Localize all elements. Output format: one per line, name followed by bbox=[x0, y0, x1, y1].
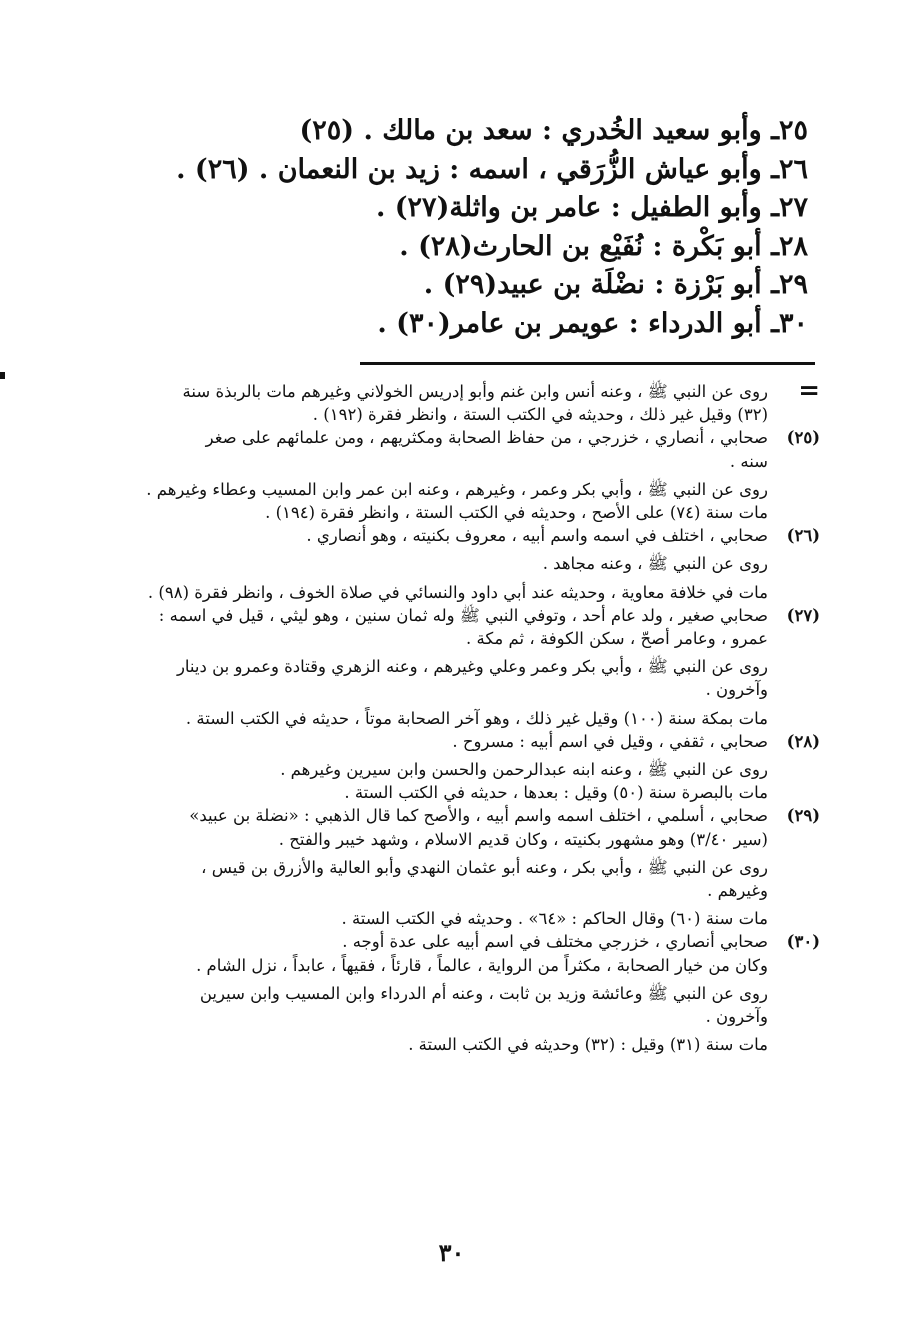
footnote-29 bbox=[92, 804, 820, 930]
footnote-line: (٣٢) وقيل غير ذلك ، وحديثه في الكتب الستة ، وانظر فقرة (١٩٢) . bbox=[312, 405, 768, 425]
footnote-line: روى عن النبي ﷺ ، وعنه ابنه عبدالرحمن والحسن وابن سيرين وغيرهم . bbox=[280, 760, 768, 780]
footnote-body bbox=[92, 804, 768, 930]
footnote-number: (٢٦) bbox=[786, 526, 820, 546]
margin-mark bbox=[0, 372, 5, 379]
main-entry-29: ٢٩ـ أبو بَرْزة : نضْلَة بن عبيد(٢٩) . bbox=[423, 269, 808, 300]
footnote-line: مات في خلافة معاوية ، وحديثه عند أبي داود والنسائي في صلاة الخوف ، وانظر فقرة (٩٨) . bbox=[147, 582, 768, 602]
footnote-line: مات بمكة سنة (١٠٠) وقيل غير ذلك ، وهو آخر الصحابة موتاً ، حديثه في الكتب الستة . bbox=[185, 708, 768, 728]
main-entry-28: ٢٨ـ أبو بَكْرة : نُفَيْع بن الحارث(٢٨) . bbox=[399, 230, 808, 262]
footnote-continuation bbox=[92, 376, 820, 426]
footnote-line: صحابي ، أنصاري ، خزرجي ، من حفاظ الصحابة ومكثريهم ، ومن علمائهم على صغر bbox=[205, 428, 768, 448]
footnote-line: (سير ٣/٤٠) وهو مشهور بكنيته ، وكان قديم الاسلام ، وشهد خيبر والفتح . bbox=[278, 829, 768, 849]
footnote-line: روى عن النبي ﷺ ، وأبي بكر وعمر وعلي وغيرهم ، وعنه الزهري وقتادة وعمرو بن دينار bbox=[176, 657, 768, 677]
footnote-number: (٢٩) bbox=[786, 806, 820, 826]
footnote-number: (٣٠) bbox=[786, 932, 820, 952]
footnote-25 bbox=[92, 426, 820, 524]
footnote-line: مات سنة (٣١) وقيل : (٣٢) وحديثه في الكتب الستة . bbox=[408, 1035, 768, 1055]
footnote-line: روى عن النبي ﷺ ، وعنه مجاهد . bbox=[542, 554, 768, 574]
footnote-line: مات سنة (٦٠) وقال الحاكم : «٦٤» . وحديثه في الكتب الستة . bbox=[341, 909, 768, 929]
footnote-body bbox=[92, 930, 768, 1056]
main-entry-27: ٢٧ـ وأبو الطفيل : عامر بن واثلة(٢٧) . bbox=[375, 192, 808, 223]
footnote-line: روى عن النبي ﷺ ، وعنه أنس وابن غنم وأبو إدريس الخولاني وغيرهم مات بالربذة سنة bbox=[182, 382, 768, 401]
footnote-line: صحابي ، اختلف في اسمه واسم أبيه ، معروف بكنيته ، وهو أنصاري . bbox=[306, 526, 768, 546]
footnote-27 bbox=[92, 604, 820, 730]
footnote-26 bbox=[92, 524, 820, 604]
footnotes-section bbox=[92, 376, 820, 1056]
continuation-mark: = bbox=[798, 376, 820, 406]
footnote-line: روى عن النبي ﷺ وعائشة وزيد بن ثابت ، وعنه أم الدرداء وابن المسيب وابن سيرين bbox=[199, 983, 768, 1003]
footnote-line: مات بالبصرة سنة (٥٠) وقيل : بعدها ، حديثه في الكتب الستة . bbox=[344, 783, 768, 803]
footnote-line: سنه . bbox=[729, 451, 768, 471]
footnote-line: وآخرون . bbox=[705, 680, 768, 700]
page-number: ٣٠ bbox=[438, 1238, 465, 1267]
footnote-line: روى عن النبي ﷺ ، وأبي بكر ، وعنه أبو عثمان النهدي وأبو العالية والأزرق بن قيس ، bbox=[201, 857, 768, 877]
footnote-28 bbox=[92, 730, 820, 805]
footnote-line: صحابي صغير ، ولد عام أحد ، وتوفي النبي ﷺ وله ثمان سنين ، وهو ليثي ، قيل في اسمه : bbox=[158, 605, 768, 625]
footnote-body bbox=[92, 380, 768, 426]
main-entries-list bbox=[176, 112, 808, 343]
main-entry-26: ٢٦ـ وأبو عياش الزُّرَقي ، اسمه : زيد بن النعمان . (٢٦) . bbox=[176, 153, 808, 185]
footnote-line: وكان من خيار الصحابة ، مكثراً من الرواية ، عالماً ، قارئاً ، فقيهاً ، عابداً ، نزل الشام . bbox=[196, 955, 768, 975]
footnote-number: (٢٧) bbox=[786, 605, 820, 625]
footnote-body bbox=[92, 426, 768, 524]
footnote-divider bbox=[360, 362, 815, 365]
footnote-body bbox=[92, 604, 768, 730]
footnote-number: (٢٥) bbox=[786, 428, 820, 448]
main-entry-30: ٣٠ـ أبو الدرداء : عويمر بن عامر(٣٠) . bbox=[377, 307, 808, 339]
footnote-30 bbox=[92, 930, 820, 1056]
footnote-line: عمرو ، وعامر أصحّ ، سكن الكوفة ، ثم مكة . bbox=[465, 629, 768, 649]
footnote-line: وآخرون . bbox=[705, 1007, 768, 1027]
footnote-line: صحابي أنصاري ، خزرجي مختلف في اسم أبيه على عدة أوجه . bbox=[342, 932, 768, 952]
main-entry-25: ٢٥ـ وأبو سعيد الخُدري : سعد بن مالك . (٢٥) bbox=[299, 115, 808, 146]
footnote-line: روى عن النبي ﷺ ، وأبي بكر وعمر ، وغيرهم ، وعنه ابن عمر وابن المسيب وعطاء وغيرهم . bbox=[146, 479, 768, 499]
footnote-line: مات سنة (٧٤) على الأصح ، وحديثه في الكتب الستة ، وانظر فقرة (١٩٤) . bbox=[265, 503, 768, 523]
footnote-line: وغيرهم . bbox=[707, 881, 768, 901]
footnote-body bbox=[92, 730, 768, 805]
footnote-line: صحابي ، ثقفي ، وقيل في اسم أبيه : مسروح . bbox=[452, 731, 768, 751]
footnote-line: صحابي ، أسلمي ، اختلف اسمه واسم أبيه ، والأصح كما قال الذهبي : «نضلة بن عبيد» bbox=[189, 806, 768, 826]
footnote-body bbox=[92, 524, 768, 604]
footnote-number: (٢٨) bbox=[786, 731, 820, 751]
